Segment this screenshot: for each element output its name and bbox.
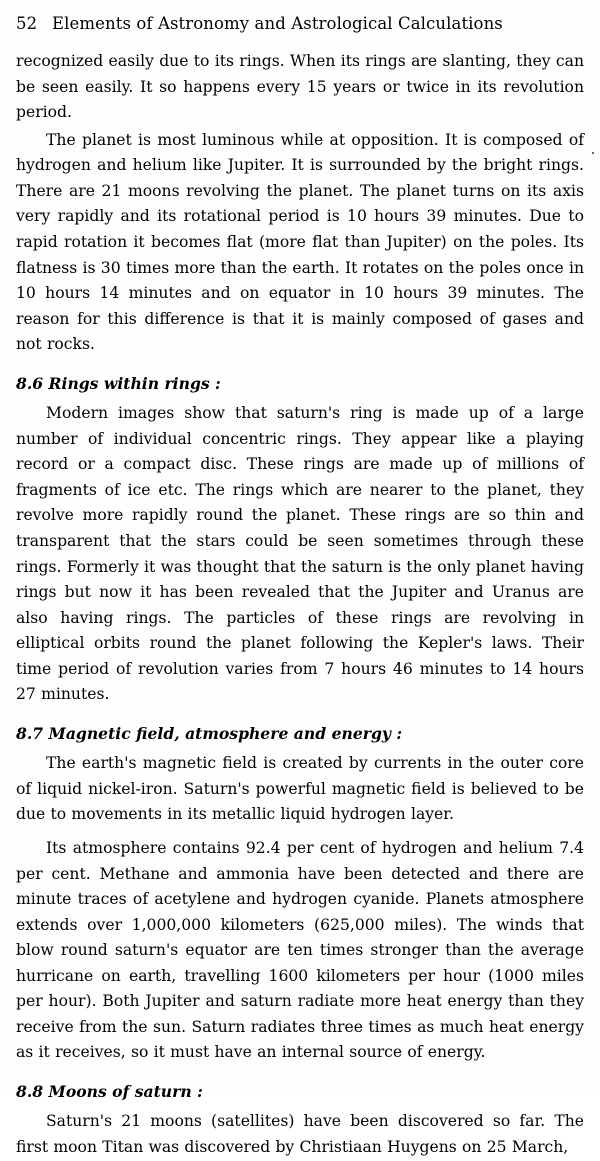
paragraph-continued: recognized easily due to its rings. When its rings are slanting, they can be seen easily. It so happens every 15 years or twice in its revolution period. [16, 52, 584, 122]
page-margin-mark [592, 152, 594, 154]
paragraph-opposition: The planet is most luminous while at opposition. It is composed of hydrogen and helium like Jupiter. It is surrounded by the bright rings. There are 21 moons revolving the planet. The planet turns on its axis very rapidly and its rotational period is 10 hours 39 minutes. Due to rapid rotation it becomes flat (more flat than Jupiter) on the poles. Its flatness is 30 times more than the earth. It rotates on the poles once in 10 hours 14 minutes and on equator in 10 hours 39 minutes. The reason for this difference is that it is mainly composed of gases and not rocks. [16, 130, 584, 354]
section-heading-8-6: 8.6 Rings within rings : [16, 373, 221, 393]
page-header [16, 14, 584, 33]
page-number: 52 [16, 14, 38, 33]
paragraph-8-7-1: The earth's magnetic field is created by currents in the outer core of liquid nickel-iron. Saturn's powerful magnetic field is believed to be due to movements in its metallic liquid hydrogen layer. [16, 754, 584, 824]
section-heading-8-8: 8.8 Moons of saturn : [16, 1082, 203, 1102]
running-head-title: Elements of Astronomy and Astrological Calculations [52, 14, 503, 33]
paragraph-8-7-2: Its atmosphere contains 92.4 per cent of hydrogen and helium 7.4 per cent. Methane and ammonia have been detected and there are minute traces of acetylene and hydrogen cyanide. Planets atmosphere extends over 1,000,000 kilometers (625,000 miles). The winds that blow round saturn's equator are ten times stronger than the average hurricane on earth, travelling 1600 kilometers per hour (1000 miles per hour). Both Jupiter and saturn radiate more heat energy than they receive from the sun. Saturn radiates three times as much heat energy as it receives, so it must have an internal source of energy. [16, 838, 584, 1062]
paragraph-8-8-1: Saturn's 21 moons (satellites) have been discovered so far. The first moon Titan was discovered by Christiaan Huygens on 25 March, [16, 1112, 584, 1156]
section-heading-8-7: 8.7 Magnetic field, atmosphere and energy : [16, 723, 403, 743]
paragraph-8-6-1: Modern images show that saturn's ring is made up of a large number of individual concentric rings. They appear like a playing record or a compact disc. These rings are made up of millions of fragments of ice etc. The rings which are nearer to the planet, they revolve more rapidly round the planet. These rings are so thin and transparent that the stars could be seen sometimes through these rings. Formerly it was thought that the saturn is the only planet having rings but now it has been revealed that the Jupiter and Uranus are also having rings. The particles of these rings are revolving in elliptical orbits round the planet following the Kepler's laws. Their time period of revolution varies from 7 hours 46 minutes to 14 hours 27 minutes. [16, 404, 584, 704]
